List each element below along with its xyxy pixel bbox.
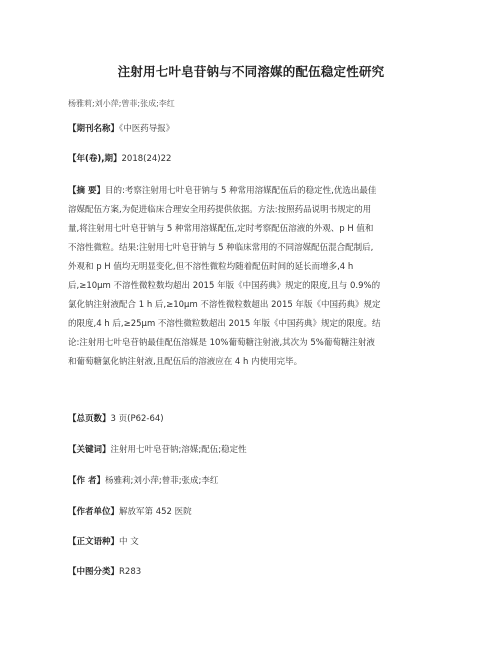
abstract-line: 量,将注射用七叶皂苷钠与 5 种常用溶媒配伍,定时考察配伍溶液的外观、p H 值和 <box>68 224 374 234</box>
classification-value: R283 <box>119 567 142 577</box>
total-pages-label: 【总页数】 <box>68 414 111 424</box>
document-title: 注射用七叶皂苷钠与不同溶媒的配伍稳定性研究 <box>117 64 385 79</box>
affiliation-label: 【作者单位】 <box>68 507 120 517</box>
journal-value: 《中医药导报》 <box>119 124 175 134</box>
year-issue-value: 2018(24)22 <box>121 154 172 164</box>
abstract-line: 溶媒配伍方案,为促进临床合理安全用药提供依据。方法:按照药品说明书规定的用 <box>68 205 372 215</box>
total-pages-field <box>68 410 440 429</box>
abstract-label: 【摘 要】 <box>68 186 105 196</box>
abstract-line: 外观和 p H 值均无明显变化,但不溶性微粒均随着配伍时间的延长而增多,4 h <box>68 262 354 272</box>
abstract-line: 不溶性微粒。结果:注射用七叶皂苷钠与 5 种临床常用的不同溶媒配伍混合配制后, <box>68 243 374 253</box>
abstract-line: 【摘 要】目的:考察注射用七叶皂苷钠与 5 种常用溶媒配伍后的稳定性,优选出最佳 <box>68 186 377 196</box>
affiliation-field <box>68 503 440 522</box>
abstract-line: 和葡萄糖氯化钠注射液,且配伍后的溶液应在 4 h 内使用完毕。 <box>68 357 303 367</box>
affiliation-value: 解放军第 452 医院 <box>119 507 192 517</box>
authors-label: 【作 者】 <box>68 476 105 486</box>
author-list: 杨雅莉;刘小萍;曾菲;张成;李红 <box>68 99 175 108</box>
year-issue-label: 【年(卷),期】 <box>68 154 122 164</box>
abstract-line: 的限度,4 h 后,≥25μm 不溶性微粒数超出 2015 年版《中国药典》规定的限度。结 <box>68 319 381 329</box>
abstract-line: 论:注射用七叶皂苷钠最佳配伍溶媒是 10%葡萄糖注射液,其次为 5%葡萄糖注射液 <box>68 338 375 348</box>
keywords-field <box>68 441 440 460</box>
language-label: 【正文语种】 <box>68 537 120 547</box>
total-pages-value: 3 页(P62-64) <box>110 414 164 424</box>
keywords-label: 【关键词】 <box>68 445 111 455</box>
language-value: 中 文 <box>119 537 139 547</box>
abstract-block <box>68 182 440 372</box>
language-field <box>68 533 440 552</box>
authors-value: 杨雅莉;刘小萍;曾菲;张成;李红 <box>104 476 219 486</box>
keywords-value: 注射用七叶皂苷钠;溶媒;配伍;稳定性 <box>110 445 247 455</box>
classification-field <box>68 563 440 582</box>
year-issue-field <box>68 150 440 169</box>
abstract-line: 后,≥10μm 不溶性微粒数均超出 2015 年版《中国药典》规定的限度,且与 0.9%的 <box>68 281 381 291</box>
journal-field <box>68 120 440 139</box>
abstract-line: 氯化钠注射液配合 1 h 后,≥10μm 不溶性微粒数超出 2015 年版《中国药典》规定 <box>68 300 381 310</box>
authors-field <box>68 472 440 491</box>
journal-label: 【期刊名称】 <box>68 124 120 134</box>
classification-label: 【中图分类】 <box>68 567 120 577</box>
